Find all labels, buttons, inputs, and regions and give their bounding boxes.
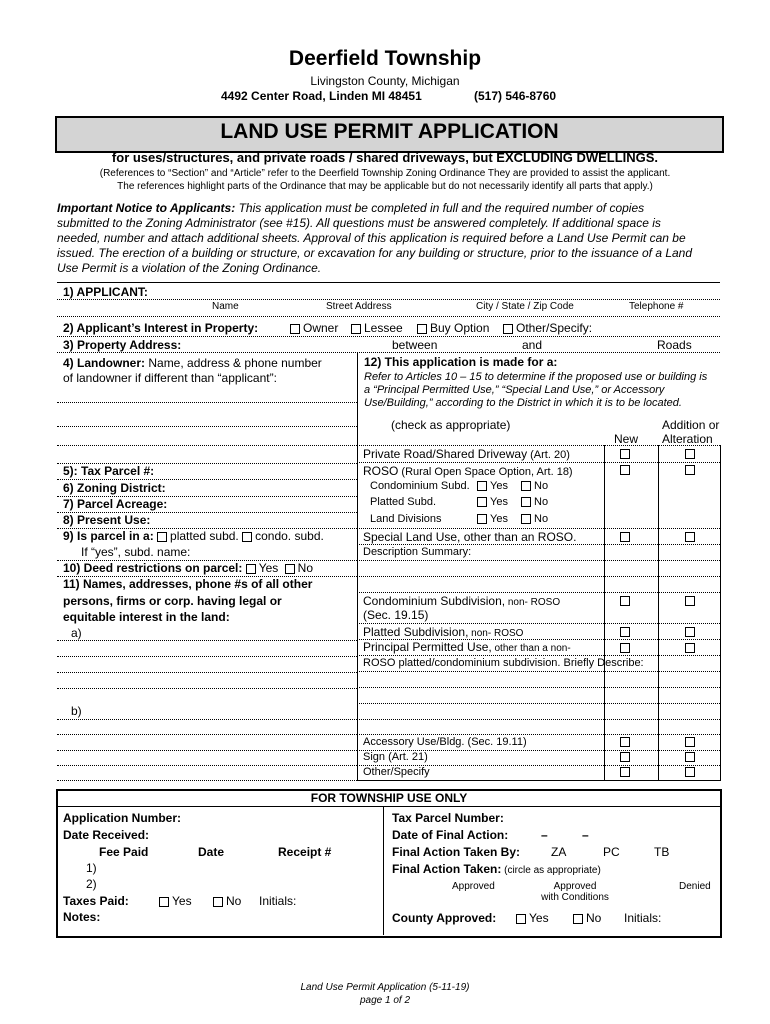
applicant-col-city: City / State / Zip Code [476, 301, 574, 312]
fee-row-1: 1) [86, 861, 97, 875]
notice-line-4: issued. The erection of a building or structure, or excavation for any building or structure, prior to the issuance of a Land [57, 246, 693, 260]
footer-line-1: Land Use Permit Application (5-11-19) [300, 982, 470, 993]
county-text: Livingston County, Michigan [310, 74, 460, 88]
checkbox-icon[interactable] [521, 481, 531, 491]
zoning-district-label: 6) Zoning District: [63, 481, 166, 495]
no-label: No [534, 513, 549, 525]
condo-subdivision-small: non- ROSO [505, 597, 561, 608]
final-by-za[interactable]: ZA [551, 845, 567, 859]
platted-subdivision-label: Platted Subdivision, [363, 625, 469, 639]
final-action-by-label: Final Action Taken By: [392, 845, 521, 859]
approved-cond-line-2[interactable]: with Conditions [541, 892, 609, 903]
references-line-2: The references highlight parts of the Ordinance that may be applicable but do not necessarily identify all parts that apply.) [117, 181, 653, 192]
township-name: Deerfield Township [288, 47, 482, 70]
private-road-new-checkbox[interactable] [620, 449, 630, 459]
made-for-refer-3: Use/Building,” according to the District in which it is to be located. [364, 397, 682, 409]
roso-condo-yes[interactable] [477, 480, 508, 492]
ppu-small: other than a non- [491, 643, 571, 654]
roso-condo-no[interactable] [521, 480, 548, 492]
interest-buy-option-label: Buy Option [430, 321, 490, 335]
sign-alteration-checkbox[interactable] [685, 752, 695, 762]
platted-subdivision-row [363, 625, 523, 639]
notice-line-1 [57, 201, 644, 215]
private-road-row [363, 447, 570, 461]
made-for-refer-2: a “Principal Permitted Use,” “Special Land Use,” or Accessory [364, 384, 665, 396]
other-alteration-checkbox[interactable] [685, 767, 695, 777]
notice-line-1-text: This application must be completed in full and the required number of copies [235, 201, 645, 215]
ppu-line-2: ROSO platted/condominium subdivision. Briefly Describe: [363, 657, 644, 669]
applicant-col-phone: Telephone # [629, 301, 684, 312]
condo-subdivision-label: Condominium Subdivision, [363, 594, 506, 608]
item-a-label: a) [71, 626, 82, 640]
county-approved-label: County Approved: [392, 911, 497, 925]
interest-owner[interactable] [290, 321, 338, 335]
notice-line-2: submitted to the Zoning Administrator (see #15). All questions must be answered completely. If additional space is [57, 216, 661, 230]
deed-restrictions-label: 10) Deed restrictions on parcel: [63, 561, 243, 575]
condo-new-checkbox[interactable] [620, 596, 630, 606]
interest-owner-label: Owner [303, 321, 339, 335]
county-initials: Initials: [624, 911, 662, 925]
col-addition-1: Addition or [662, 418, 720, 432]
names-line-1: 11) Names, addresses, phone #s of all other [63, 577, 313, 591]
private-road-label: Private Road/Shared Driveway [363, 447, 528, 461]
sign-use: Sign (Art. 21) [363, 751, 428, 763]
accessory-new-checkbox[interactable] [620, 737, 630, 747]
landowner-label: 4) Landowner: [63, 356, 146, 370]
platted-subdivision-small: non- ROSO [468, 628, 524, 639]
final-taken-circle: (circle as appropriate) [501, 865, 601, 876]
final-taken-label: Final Action Taken: [392, 862, 502, 876]
parcel-acreage-label: 7) Parcel Acreage: [63, 497, 168, 511]
roso-new-checkbox[interactable] [620, 465, 630, 475]
notice-lead: Important Notice to Applicants: [57, 201, 236, 215]
taxes-yes[interactable] [159, 894, 192, 908]
checkbox-icon[interactable] [213, 897, 223, 907]
taxes-initials: Initials: [259, 894, 297, 908]
special-land-use: Special Land Use, other than an ROSO. [363, 530, 577, 544]
interest-buy-option[interactable] [417, 321, 489, 335]
taxes-paid-label: Taxes Paid: [63, 894, 129, 908]
checkbox-icon[interactable] [290, 324, 300, 334]
deed-no: No [297, 561, 313, 575]
yes-label: Yes [490, 513, 508, 525]
fee-date-label: Date [198, 845, 225, 859]
platted-alteration-checkbox[interactable] [685, 627, 695, 637]
date-received-label: Date Received: [63, 828, 150, 842]
present-use-label: 8) Present Use: [63, 513, 151, 527]
accessory-alteration-checkbox[interactable] [685, 737, 695, 747]
county-no[interactable] [573, 911, 601, 925]
checkbox-icon[interactable] [521, 514, 531, 524]
final-taken-row [392, 862, 601, 876]
item-b-label: b) [71, 704, 82, 718]
roso-land-div: Land Divisions [370, 513, 442, 525]
private-road-ref: (Art. 20) [527, 449, 570, 461]
ppu-label: Principal Permitted Use, [363, 640, 492, 654]
checkbox-icon[interactable] [157, 532, 167, 542]
taxes-no-label: No [226, 894, 242, 908]
interest-other-label: Other/Specify: [516, 321, 593, 335]
township-address: 4492 Center Road, Linden MI 48451 [221, 89, 422, 103]
interest-label: 2) Applicant’s Interest in Property: [63, 321, 259, 335]
checkbox-icon[interactable] [351, 324, 361, 334]
date-dash-2: – [582, 828, 589, 842]
roso-platted-subd: Platted Subd. [370, 496, 437, 508]
deed-restrictions-row [63, 561, 313, 575]
interest-lessee[interactable] [351, 321, 403, 335]
taxes-yes-label: Yes [172, 894, 192, 908]
applicant-col-name: Name [212, 301, 239, 312]
condo-alteration-checkbox[interactable] [685, 596, 695, 606]
applicant-input-line[interactable] [57, 299, 720, 300]
checkbox-icon[interactable] [417, 324, 427, 334]
condo-sec: (Sec. 19.15) [363, 608, 429, 622]
county-no-label: No [586, 911, 602, 925]
made-for-title: 12) This application is made for a: [364, 355, 558, 369]
check-as-appropriate: (check as appropriate) [391, 418, 511, 432]
yes-label: Yes [490, 480, 508, 492]
col-new: New [614, 432, 639, 446]
no-label: No [534, 496, 549, 508]
ppu-row [363, 640, 571, 654]
parcel-in-label: 9) Is parcel in a: [63, 529, 154, 543]
approved-option[interactable]: Approved [452, 881, 495, 892]
checkbox-icon[interactable] [246, 564, 256, 574]
made-for-refer-1: Refer to Articles 10 – 15 to determine if the proposed use or building is [364, 371, 708, 383]
approved-cond-line-1[interactable]: Approved [553, 881, 597, 892]
col-addition-2: Alteration [662, 432, 713, 446]
fee-row-2: 2) [86, 877, 97, 891]
fee-paid-label: Fee Paid [99, 845, 149, 859]
special-alteration-checkbox[interactable] [685, 532, 695, 542]
special-new-checkbox[interactable] [620, 532, 630, 542]
parcel-in-platted: platted subd. [170, 529, 239, 543]
county-yes-label: Yes [529, 911, 549, 925]
tax-parcel-number-label: Tax Parcel Number: [392, 811, 504, 825]
no-label: No [534, 480, 549, 492]
county-yes[interactable] [516, 911, 549, 925]
roso-row [363, 464, 573, 478]
checkbox-icon[interactable] [521, 497, 531, 507]
parcel-in-row [63, 529, 324, 543]
parcel-in-condo: condo. subd. [255, 529, 324, 543]
date-dash-1: – [541, 828, 548, 842]
property-between: between [392, 338, 438, 352]
property-and: and [522, 338, 543, 352]
accessory-use: Accessory Use/Bldg. (Sec. 19.11) [363, 736, 527, 748]
interest-lessee-label: Lessee [364, 321, 403, 335]
roso-land-no[interactable] [521, 513, 548, 525]
checkbox-icon[interactable] [516, 914, 526, 924]
roso-alteration-checkbox[interactable] [685, 465, 695, 475]
roso-platted-yes[interactable] [477, 496, 508, 508]
subd-name-label: If “yes”, subd. name: [81, 545, 191, 559]
yes-label: Yes [490, 496, 508, 508]
references-line-1: (References to “Section” and “Article” refer to the Deerfield Township Zoning Ordinance They are provided to assist the applicant. [99, 168, 671, 179]
private-road-alteration-checkbox[interactable] [685, 449, 695, 459]
interest-other[interactable] [503, 321, 592, 335]
checkbox-icon[interactable] [573, 914, 583, 924]
taxes-no[interactable] [213, 894, 241, 908]
deed-yes: Yes [258, 561, 279, 575]
landowner-text: Name, address & phone number [145, 356, 322, 370]
notice-line-5: Use Permit is a violation of the Zoning Ordinance. [57, 261, 322, 275]
notice-line-3: needed, number and attach additional sheets. Approval of this application is required before a Land Use Permit can be [57, 231, 686, 245]
checkbox-icon[interactable] [285, 564, 295, 574]
checkbox-icon[interactable] [477, 497, 487, 507]
description-summary: Description Summary: [363, 546, 472, 558]
roso-land-yes[interactable] [477, 513, 508, 525]
checkbox-icon[interactable] [159, 897, 169, 907]
condo-subdivision-row [363, 594, 560, 608]
property-roads: Roads [657, 338, 692, 352]
sign-new-checkbox[interactable] [620, 752, 630, 762]
property-address-label: 3) Property Address: [63, 338, 182, 352]
checkbox-icon[interactable] [477, 481, 487, 491]
ppu-new-checkbox[interactable] [620, 643, 630, 653]
ppu-alteration-checkbox[interactable] [685, 643, 695, 653]
roso-ref: (Rural Open Space Option, Art. 18) [398, 466, 573, 478]
final-by-tb[interactable]: TB [654, 845, 670, 859]
roso-label: ROSO [363, 464, 399, 478]
final-action-date-label: Date of Final Action: [392, 828, 509, 842]
township-use-title: FOR TOWNSHIP USE ONLY [310, 791, 468, 805]
landowner-line-1 [63, 356, 322, 370]
township-phone: (517) 546-8760 [474, 89, 557, 103]
checkbox-icon[interactable] [503, 324, 513, 334]
applicant-col-street: Street Address [326, 301, 392, 312]
form-subtitle: for uses/structures, and private roads / shared driveways, but EXCLUDING DWELLINGS. [111, 150, 659, 165]
footer-line-2: page 1 of 2 [359, 995, 411, 1006]
landowner-line-2: of landowner if different than “applicant”: [63, 371, 277, 385]
roso-platted-no[interactable] [521, 496, 548, 508]
notes-label: Notes: [63, 910, 101, 924]
denied-option[interactable]: Denied [679, 881, 711, 892]
other-new-checkbox[interactable] [620, 767, 630, 777]
names-line-2: persons, firms or corp. having legal or [63, 594, 282, 608]
fee-receipt-label: Receipt # [278, 845, 332, 859]
checkbox-icon[interactable] [477, 514, 487, 524]
applicant-label: 1) APPLICANT: [63, 285, 148, 299]
platted-new-checkbox[interactable] [620, 627, 630, 637]
final-by-pc[interactable]: PC [603, 845, 620, 859]
form-title: LAND USE PERMIT APPLICATION [220, 120, 559, 143]
checkbox-icon[interactable] [242, 532, 252, 542]
names-line-3: equitable interest in the land: [63, 610, 230, 624]
tax-parcel-label: 5): Tax Parcel #: [63, 464, 155, 478]
roso-condo-subd: Condominium Subd. [370, 480, 470, 492]
other-specify: Other/Specify [363, 766, 430, 778]
application-number-label: Application Number: [63, 811, 182, 825]
